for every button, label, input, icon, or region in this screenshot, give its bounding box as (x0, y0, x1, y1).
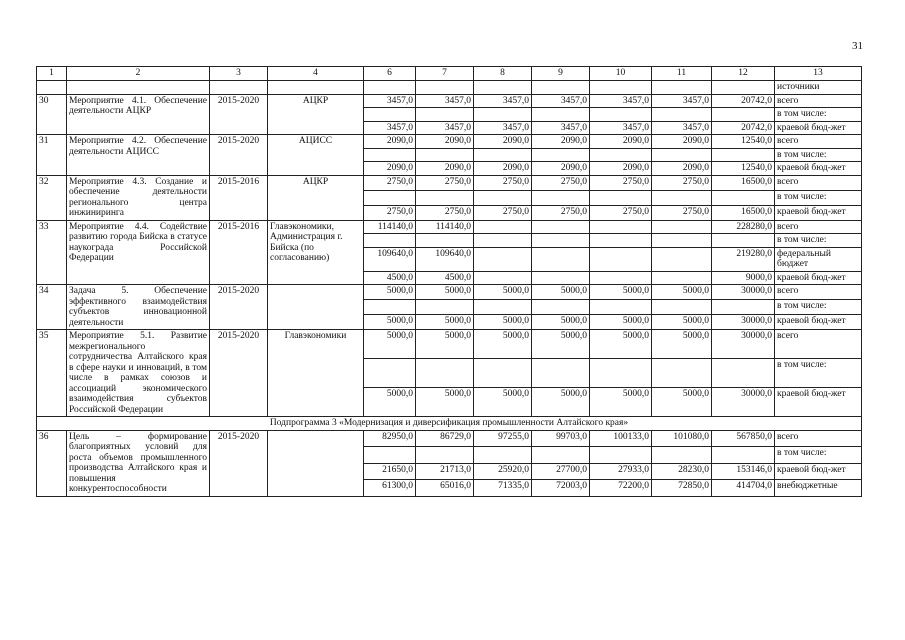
row-name: Цель – формирование благоприятных условий для роста объемов промышленного производства Алтайского края и повышения конкурентоспособности (67, 430, 210, 496)
col-header: 8 (474, 67, 532, 81)
value-cell: 3457,0 (416, 121, 474, 135)
source-label: всего (775, 430, 862, 447)
empty-cell (474, 148, 532, 162)
empty-cell (364, 359, 416, 388)
value-cell: 21713,0 (416, 463, 474, 480)
value-cell: 5000,0 (590, 330, 652, 359)
value-cell: 4500,0 (416, 271, 474, 285)
empty-cell (652, 108, 712, 122)
value-cell: 5000,0 (474, 388, 532, 417)
value-cell (474, 220, 532, 234)
empty-cell (652, 190, 712, 205)
value-cell: 20742,0 (712, 94, 775, 108)
col-header: 12 (712, 67, 775, 81)
row-executor: АЦКР (268, 94, 364, 135)
source-label: в том числе: (775, 148, 862, 162)
value-cell: 567850,0 (712, 430, 775, 447)
value-cell: 2090,0 (590, 135, 652, 149)
value-cell: 21650,0 (364, 463, 416, 480)
col-header: 6 (364, 67, 416, 81)
value-cell: 2090,0 (364, 135, 416, 149)
value-cell: 2090,0 (652, 162, 712, 176)
value-cell: 2750,0 (474, 205, 532, 220)
row-number: 35 (37, 330, 67, 417)
row-name: Мероприятие 5.1. Развитие межрегионального сотрудничества Алтайского края в сфере науки и инноваций, в том числе в рамках союзов и ассоциаций экономического взаимодействия субъектов Российской Федерации (67, 330, 210, 417)
source-label: краевой бюд-жет (775, 463, 862, 480)
value-cell: 2750,0 (590, 175, 652, 190)
row-period: 2015-2020 (210, 285, 268, 330)
value-cell: 2750,0 (590, 205, 652, 220)
value-cell: 2750,0 (474, 175, 532, 190)
col-header: 2 (67, 67, 210, 81)
empty-cell (590, 148, 652, 162)
source-label: краевой бюд-жет (775, 205, 862, 220)
value-cell: 16500,0 (712, 175, 775, 190)
source-label: в том числе: (775, 108, 862, 122)
row-executor (268, 430, 364, 496)
row-period: 2015-2020 (210, 330, 268, 417)
value-cell: 12540,0 (712, 135, 775, 149)
source-label: всего (775, 135, 862, 149)
row-name: Мероприятие 4.2. Обеспечение деятельности АЦИСС (67, 135, 210, 176)
value-cell (590, 271, 652, 285)
row-number: 30 (37, 94, 67, 135)
value-cell: 5000,0 (474, 285, 532, 300)
value-cell: 153146,0 (712, 463, 775, 480)
col-header: 1 (37, 67, 67, 81)
empty-cell (590, 359, 652, 388)
value-cell (590, 220, 652, 234)
source-label: в том числе: (775, 234, 862, 248)
empty-cell (590, 234, 652, 248)
value-cell: 3457,0 (364, 121, 416, 135)
value-cell: 3457,0 (652, 94, 712, 108)
source-label: федеральный бюджет (775, 247, 862, 271)
value-cell: 30000,0 (712, 388, 775, 417)
empty-cell (590, 190, 652, 205)
row-number: 31 (37, 135, 67, 176)
value-cell: 114140,0 (364, 220, 416, 234)
empty-cell (712, 359, 775, 388)
source-label: в том числе: (775, 447, 862, 464)
value-cell (652, 247, 712, 271)
value-cell: 2750,0 (652, 205, 712, 220)
table-row (37, 220, 862, 234)
value-cell: 114140,0 (416, 220, 474, 234)
value-cell: 2090,0 (590, 162, 652, 176)
value-cell: 5000,0 (364, 285, 416, 300)
row-executor: АЦКР (268, 175, 364, 220)
value-cell: 109640,0 (364, 247, 416, 271)
empty-cell (532, 300, 590, 315)
value-cell: 5000,0 (416, 285, 474, 300)
row-period: 2015-2020 (210, 430, 268, 496)
value-cell: 5000,0 (364, 315, 416, 330)
empty-cell (590, 108, 652, 122)
budget-table (36, 66, 862, 497)
value-cell: 5000,0 (416, 315, 474, 330)
empty-cell (652, 447, 712, 464)
value-cell: 2090,0 (474, 162, 532, 176)
subprogram-title: Подпрограмма 3 «Модернизация и диверсификация промышленности Алтайского края» (37, 417, 862, 431)
value-cell: 2750,0 (364, 205, 416, 220)
empty-cell (712, 108, 775, 122)
value-cell: 99703,0 (532, 430, 590, 447)
value-cell: 3457,0 (474, 121, 532, 135)
value-cell: 414704,0 (712, 480, 775, 497)
value-cell: 28230,0 (652, 463, 712, 480)
value-cell: 20742,0 (712, 121, 775, 135)
continuation-row (37, 81, 862, 95)
value-cell: 2750,0 (416, 175, 474, 190)
value-cell: 72003,0 (532, 480, 590, 497)
value-cell: 2090,0 (532, 135, 590, 149)
value-cell: 5000,0 (364, 388, 416, 417)
value-cell (474, 247, 532, 271)
empty-cell (590, 300, 652, 315)
value-cell: 3457,0 (416, 94, 474, 108)
row-executor: АЦИСС (268, 135, 364, 176)
row-name: Мероприятие 4.4. Содействие развитию города Бийска в статусе наукограда Российской Федерации (67, 220, 210, 285)
value-cell: 101080,0 (652, 430, 712, 447)
value-cell: 65016,0 (416, 480, 474, 497)
row-executor: Главэкономики, Администрация г. Бийска (по согласованию) (268, 220, 364, 285)
source-label: внебюджетные (775, 480, 862, 497)
value-cell: 2750,0 (532, 205, 590, 220)
empty-cell (474, 190, 532, 205)
value-cell: 27933,0 (590, 463, 652, 480)
value-cell: 5000,0 (590, 285, 652, 300)
value-cell (590, 247, 652, 271)
source-note: источники (775, 81, 862, 95)
value-cell: 5000,0 (416, 330, 474, 359)
value-cell: 5000,0 (532, 330, 590, 359)
value-cell: 5000,0 (652, 315, 712, 330)
source-label: всего (775, 175, 862, 190)
empty-cell (364, 300, 416, 315)
value-cell: 2750,0 (416, 205, 474, 220)
empty-cell (590, 447, 652, 464)
empty-cell (416, 108, 474, 122)
col-header: 7 (416, 67, 474, 81)
value-cell: 2750,0 (364, 175, 416, 190)
value-cell: 2090,0 (652, 135, 712, 149)
row-executor (268, 285, 364, 330)
row-name: Задача 5. Обеспечение эффективного взаимодействия субъектов инновационной деятельности (67, 285, 210, 330)
empty-cell (712, 300, 775, 315)
empty-cell (416, 148, 474, 162)
value-cell: 72200,0 (590, 480, 652, 497)
value-cell: 9000,0 (712, 271, 775, 285)
value-cell: 97255,0 (474, 430, 532, 447)
value-cell: 5000,0 (652, 388, 712, 417)
value-cell: 5000,0 (474, 315, 532, 330)
value-cell (532, 247, 590, 271)
source-label: всего (775, 94, 862, 108)
value-cell: 5000,0 (590, 315, 652, 330)
value-cell (652, 271, 712, 285)
col-header: 4 (268, 67, 364, 81)
empty-cell (364, 190, 416, 205)
empty-cell (532, 447, 590, 464)
table-row (37, 330, 862, 359)
empty-cell (416, 234, 474, 248)
value-cell: 72850,0 (652, 480, 712, 497)
row-period: 2015-2020 (210, 135, 268, 176)
empty-cell (416, 300, 474, 315)
source-label: краевой бюд-жет (775, 315, 862, 330)
col-header: 13 (775, 67, 862, 81)
value-cell: 4500,0 (364, 271, 416, 285)
value-cell: 30000,0 (712, 330, 775, 359)
value-cell: 3457,0 (590, 94, 652, 108)
empty-cell (712, 447, 775, 464)
value-cell: 61300,0 (364, 480, 416, 497)
value-cell: 5000,0 (532, 285, 590, 300)
col-header: 3 (210, 67, 268, 81)
value-cell: 12540,0 (712, 162, 775, 176)
value-cell: 71335,0 (474, 480, 532, 497)
value-cell: 27700,0 (532, 463, 590, 480)
empty-cell (416, 447, 474, 464)
value-cell: 100133,0 (590, 430, 652, 447)
source-label: краевой бюд-жет (775, 271, 862, 285)
row-number: 36 (37, 430, 67, 496)
subprogram-row (37, 417, 862, 431)
empty-cell (652, 148, 712, 162)
value-cell (652, 220, 712, 234)
empty-cell (364, 148, 416, 162)
row-name: Мероприятие 4.3. Создание и обеспечение деятельности регионального центра инжиниринга (67, 175, 210, 220)
row-number: 32 (37, 175, 67, 220)
empty-cell (364, 234, 416, 248)
value-cell: 2750,0 (652, 175, 712, 190)
value-cell: 3457,0 (532, 121, 590, 135)
empty-cell (364, 108, 416, 122)
empty-cell (416, 359, 474, 388)
value-cell: 2090,0 (532, 162, 590, 176)
page-number: 31 (852, 40, 863, 52)
empty-cell (474, 447, 532, 464)
value-cell (532, 271, 590, 285)
empty-cell (652, 300, 712, 315)
source-label: всего (775, 330, 862, 359)
source-label: в том числе: (775, 190, 862, 205)
empty-cell (474, 300, 532, 315)
source-label: краевой бюд-жет (775, 162, 862, 176)
empty-cell (712, 190, 775, 205)
table-row (37, 430, 862, 447)
source-label: в том числе: (775, 359, 862, 388)
empty-cell (474, 108, 532, 122)
value-cell: 219280,0 (712, 247, 775, 271)
empty-cell (532, 359, 590, 388)
empty-cell (416, 190, 474, 205)
value-cell: 30000,0 (712, 285, 775, 300)
value-cell: 5000,0 (364, 330, 416, 359)
value-cell: 82950,0 (364, 430, 416, 447)
empty-cell (364, 447, 416, 464)
value-cell: 228280,0 (712, 220, 775, 234)
value-cell (532, 220, 590, 234)
value-cell: 3457,0 (474, 94, 532, 108)
empty-cell (532, 148, 590, 162)
value-cell: 86729,0 (416, 430, 474, 447)
empty-cell (712, 148, 775, 162)
value-cell: 2090,0 (416, 162, 474, 176)
row-executor: Главэкономики (268, 330, 364, 417)
value-cell: 30000,0 (712, 315, 775, 330)
source-label: всего (775, 285, 862, 300)
empty-cell (474, 234, 532, 248)
table-row (37, 135, 862, 149)
value-cell: 5000,0 (416, 388, 474, 417)
row-period: 2015-2020 (210, 94, 268, 135)
table-row (37, 285, 862, 300)
empty-cell (652, 359, 712, 388)
table-row (37, 94, 862, 108)
value-cell: 5000,0 (532, 388, 590, 417)
value-cell: 2090,0 (474, 135, 532, 149)
row-name: Мероприятие 4.1. Обеспечение деятельности АЦКР (67, 94, 210, 135)
value-cell: 2090,0 (416, 135, 474, 149)
value-cell: 5000,0 (474, 330, 532, 359)
value-cell: 25920,0 (474, 463, 532, 480)
value-cell: 3457,0 (652, 121, 712, 135)
source-label: краевой бюд-жет (775, 121, 862, 135)
empty-cell (532, 190, 590, 205)
row-period: 2015-2016 (210, 220, 268, 285)
col-header: 11 (652, 67, 712, 81)
source-label: краевой бюд-жет (775, 388, 862, 417)
value-cell: 16500,0 (712, 205, 775, 220)
value-cell (474, 271, 532, 285)
value-cell: 3457,0 (364, 94, 416, 108)
empty-cell (532, 108, 590, 122)
source-label: в том числе: (775, 300, 862, 315)
empty-cell (532, 234, 590, 248)
value-cell: 109640,0 (416, 247, 474, 271)
row-number: 34 (37, 285, 67, 330)
value-cell: 5000,0 (532, 315, 590, 330)
value-cell: 5000,0 (652, 330, 712, 359)
value-cell: 3457,0 (590, 121, 652, 135)
row-number: 33 (37, 220, 67, 285)
value-cell: 2090,0 (364, 162, 416, 176)
source-label: всего (775, 220, 862, 234)
empty-cell (652, 234, 712, 248)
table-row (37, 175, 862, 190)
empty-cell (712, 234, 775, 248)
col-header: 10 (590, 67, 652, 81)
value-cell: 5000,0 (652, 285, 712, 300)
value-cell: 5000,0 (590, 388, 652, 417)
col-header: 9 (532, 67, 590, 81)
value-cell: 3457,0 (532, 94, 590, 108)
row-period: 2015-2016 (210, 175, 268, 220)
value-cell: 2750,0 (532, 175, 590, 190)
empty-cell (474, 359, 532, 388)
column-header-row (37, 67, 862, 81)
